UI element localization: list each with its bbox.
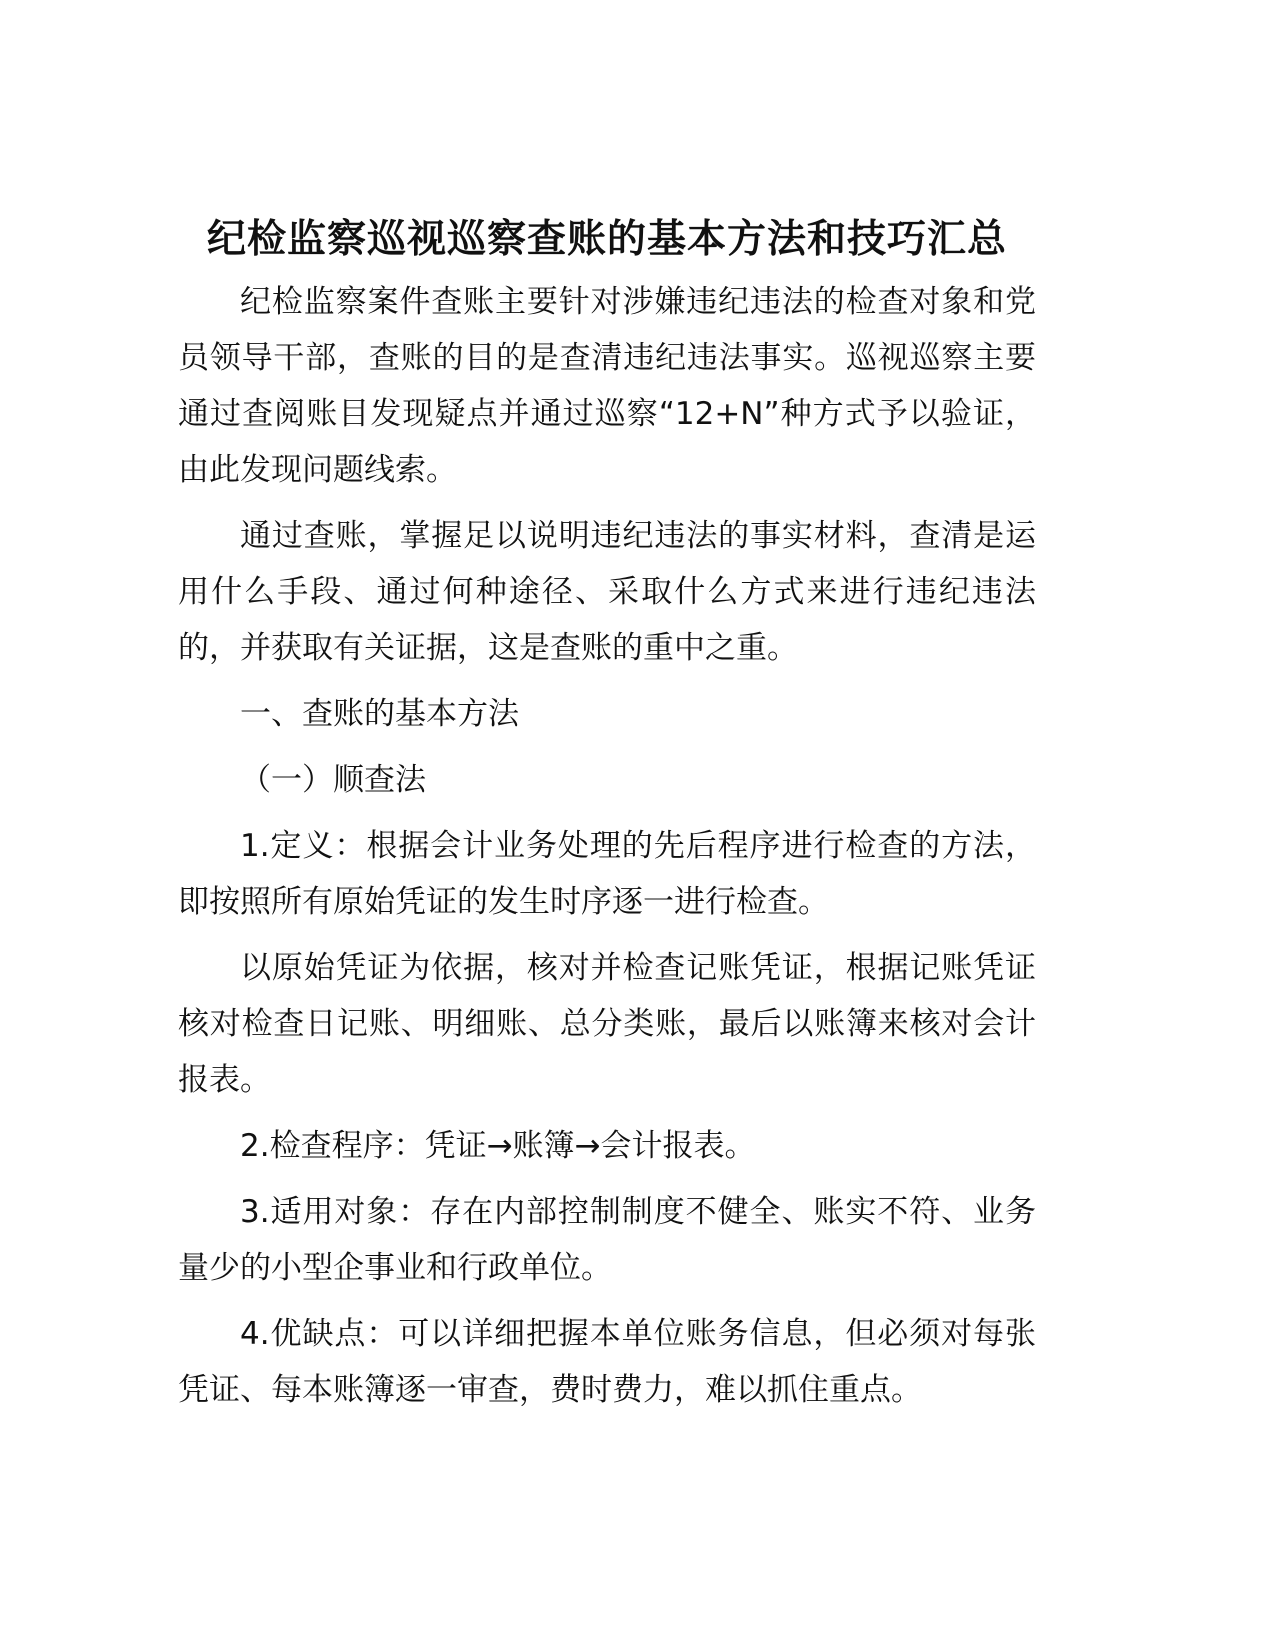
paragraph-definition: 1.定义：根据会计业务处理的先后程序进行检查的方法，即按照所有原始凭证的发生时序逐一进行检查。	[178, 828, 1036, 920]
paragraph-intro: 纪检监察案件查账主要针对涉嫌违纪违法的检查对象和党员领导干部，查账的目的是查清违纪违法事实。巡视巡察主要通过查阅账目发现疑点并通过巡察“12+N”种方式予以验证，由此发现问题线索。	[178, 284, 1036, 488]
document-page	[178, 212, 1036, 1428]
paragraph-applicable: 3.适用对象：存在内部控制制度不健全、账实不符、业务量少的小型企事业和行政单位。	[178, 1194, 1036, 1286]
document-title: 纪检监察巡视巡察查账的基本方法和技巧汇总	[206, 217, 1007, 262]
paragraph-detail: 以原始凭证为依据，核对并检查记账凭证，根据记账凭证核对检查日记账、明细账、总分类账，最后以账簿来核对会计报表。	[178, 950, 1036, 1098]
section-heading: 一、查账的基本方法	[240, 696, 519, 732]
paragraph-procedure: 2.检查程序：凭证→账簿→会计报表。	[240, 1128, 756, 1164]
paragraph-purpose: 通过查账，掌握足以说明违纪违法的事实材料，查清是运用什么手段、通过何种途径、采取什么方式来进行违纪违法的，并获取有关证据，这是查账的重中之重。	[178, 518, 1036, 666]
paragraph-pros-cons: 4.优缺点：可以详细把握本单位账务信息，但必须对每张凭证、每本账簿逐一审查，费时费力，难以抓住重点。	[178, 1316, 1036, 1408]
subsection-heading: （一）顺查法	[240, 762, 426, 798]
